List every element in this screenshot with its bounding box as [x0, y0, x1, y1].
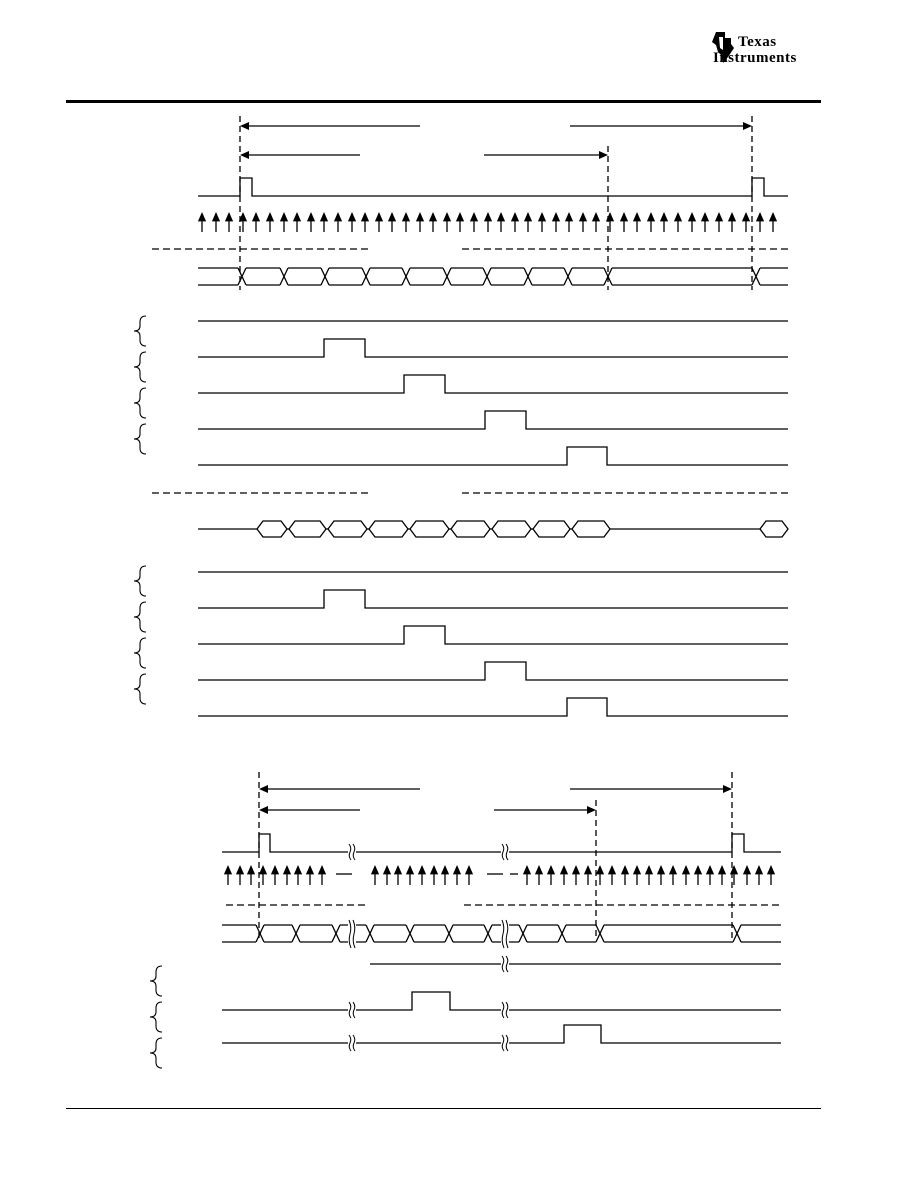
- clock-arrow: [566, 213, 573, 221]
- clock-arrow: [553, 213, 560, 221]
- clock-arrow: [430, 213, 437, 221]
- clock-arrow: [743, 213, 750, 221]
- clock-arrow: [634, 866, 641, 874]
- clock-arrow: [226, 213, 233, 221]
- clock-arrow: [442, 866, 449, 874]
- clock-arrow: [757, 213, 764, 221]
- signal-group-brace: [150, 1002, 162, 1032]
- clock-arrow: [716, 213, 723, 221]
- clock-arrow: [719, 866, 726, 874]
- clock-arrow: [444, 213, 451, 221]
- clock-arrow: [525, 213, 532, 221]
- active-window-dimension-arrowhead: [259, 806, 268, 814]
- clock-arrow: [335, 213, 342, 221]
- clock-arrow: [744, 866, 751, 874]
- clock-arrow: [675, 213, 682, 221]
- data-bus-2-waveform-cell: [289, 521, 326, 537]
- data-bus-2-waveform-cell: [492, 521, 531, 537]
- clock-arrow: [670, 866, 677, 874]
- clock-arrow: [253, 213, 260, 221]
- clock-arrow: [372, 866, 379, 874]
- clock-arrow: [756, 866, 763, 874]
- signal-group-brace: [134, 352, 146, 382]
- clock-arrow: [281, 213, 288, 221]
- clock-arrow: [431, 866, 438, 874]
- clock-arrow: [702, 213, 709, 221]
- signal-group-brace: [134, 388, 146, 418]
- clock-arrow: [213, 213, 220, 221]
- clock-arrow: [471, 213, 478, 221]
- clock-arrow: [536, 866, 543, 874]
- clock-arrow: [695, 866, 702, 874]
- active-window-dimension-arrowhead: [587, 806, 596, 814]
- enable-4-waveform: [198, 411, 788, 429]
- clock-arrow: [457, 213, 464, 221]
- clock-arrow: [403, 213, 410, 221]
- timing-diagram-upper: [134, 116, 788, 716]
- data-bus-2-waveform-cell: [328, 521, 367, 537]
- clock-arrow: [417, 213, 424, 221]
- timing-diagram-lower: [150, 772, 781, 1068]
- clock-arrow: [661, 213, 668, 221]
- clock-arrow: [284, 866, 291, 874]
- clock-arrow: [485, 213, 492, 221]
- signal-group-brace: [134, 602, 146, 632]
- signal-group-brace: [134, 566, 146, 596]
- data-bus-2-waveform-cell: [410, 521, 449, 537]
- enable-10-waveform: [198, 698, 788, 716]
- clock-arrow: [634, 213, 641, 221]
- clock-arrow: [524, 866, 531, 874]
- frame-sync-waveform: [198, 178, 788, 196]
- clock-arrow: [272, 866, 279, 874]
- clock-arrow: [689, 213, 696, 221]
- data-bus-2-waveform-cell: [369, 521, 408, 537]
- signal-group-brace: [134, 424, 146, 454]
- enable-9-waveform: [198, 662, 788, 680]
- clock-arrow: [593, 213, 600, 221]
- signal-group-brace: [134, 674, 146, 704]
- clock-arrow: [512, 213, 519, 221]
- clock-arrow: [389, 213, 396, 221]
- clock-arrow: [307, 866, 314, 874]
- active-window-dimension-arrowhead: [240, 151, 249, 159]
- clock-arrow: [419, 866, 426, 874]
- frame-period-dimension-arrowhead: [723, 785, 732, 793]
- clock-arrow: [362, 213, 369, 221]
- clock-arrow: [199, 213, 206, 221]
- clock-arrow: [707, 866, 714, 874]
- clock-arrow: [237, 866, 244, 874]
- clock-arrow: [646, 866, 653, 874]
- clock-arrow: [548, 866, 555, 874]
- data-bus-2-waveform-cell: [533, 521, 570, 537]
- clock-arrow: [648, 213, 655, 221]
- clock-arrow: [395, 866, 402, 874]
- data-bus-2-waveform-cell: [572, 521, 610, 537]
- clock-arrow: [466, 866, 473, 874]
- footer-rule: [66, 1108, 821, 1109]
- clock-arrow: [267, 213, 274, 221]
- clock-arrow: [597, 866, 604, 874]
- clock-arrow: [683, 866, 690, 874]
- clock-arrow: [294, 213, 301, 221]
- data-bus-2-waveform-cell: [257, 521, 287, 537]
- clock-arrow: [573, 866, 580, 874]
- clock-arrow: [384, 866, 391, 874]
- signal-group-brace: [134, 638, 146, 668]
- signal-group-brace: [134, 316, 146, 346]
- clock-arrow: [768, 866, 775, 874]
- enable-2-waveform: [198, 339, 788, 357]
- clock-arrow: [561, 866, 568, 874]
- clock-arrow: [585, 866, 592, 874]
- data-bus-2-waveform-cell: [760, 521, 788, 537]
- frame-period-dimension-arrowhead: [743, 122, 752, 130]
- enable-5-waveform: [198, 447, 788, 465]
- clock-arrow: [407, 866, 414, 874]
- logo-text-line2: Instruments: [713, 50, 797, 66]
- clock-arrow: [319, 866, 326, 874]
- clock-arrow: [376, 213, 383, 221]
- enable-8-waveform: [198, 626, 788, 644]
- clock-arrow: [225, 866, 232, 874]
- clock-arrow: [321, 213, 328, 221]
- enable-7-waveform: [198, 590, 788, 608]
- clock-arrow: [295, 866, 302, 874]
- clock-arrow: [260, 866, 267, 874]
- clock-arrow: [308, 213, 315, 221]
- clock-arrow: [770, 213, 777, 221]
- clock-arrow: [498, 213, 505, 221]
- clock-arrow: [658, 866, 665, 874]
- clock-arrow: [580, 213, 587, 221]
- clock-arrow: [609, 866, 616, 874]
- clock-arrow: [622, 866, 629, 874]
- data-bus-2-waveform-cell: [451, 521, 490, 537]
- clock-arrow: [248, 866, 255, 874]
- clock-arrow: [539, 213, 546, 221]
- clock-arrow: [349, 213, 356, 221]
- signal-group-brace: [150, 1038, 162, 1068]
- frame-period-dimension-arrowhead: [259, 785, 268, 793]
- enable-3-waveform: [198, 375, 788, 393]
- clock-arrow: [729, 213, 736, 221]
- active-window-dimension-arrowhead: [599, 151, 608, 159]
- logo-text-line1: Texas: [738, 34, 777, 50]
- signal-group-brace: [150, 966, 162, 996]
- clock-arrow: [454, 866, 461, 874]
- frame-period-dimension-arrowhead: [240, 122, 249, 130]
- clock-arrow: [621, 213, 628, 221]
